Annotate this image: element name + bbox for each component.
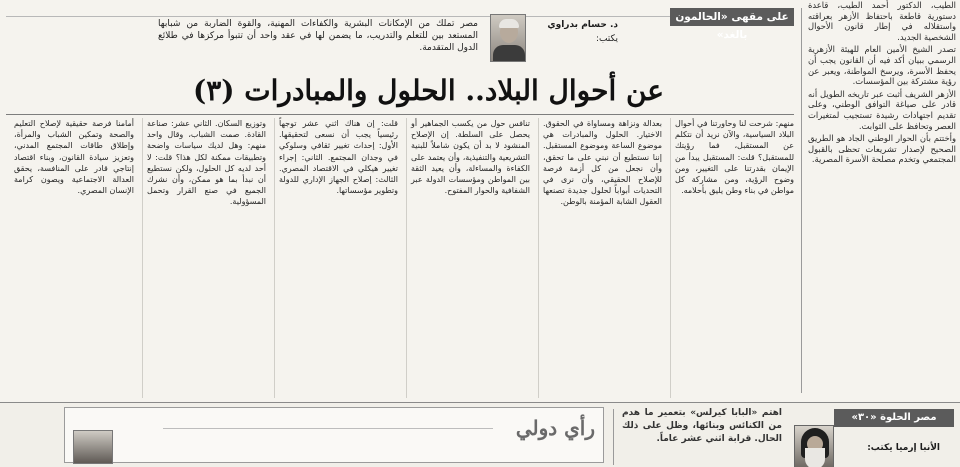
sidebar-column bbox=[808, 0, 956, 400]
article-body bbox=[6, 118, 794, 398]
article-lead: مصر تملك من الإمكانات البشرية والكفاءات المهنية، والقوة الضاربة من شبابها المستعد بين للتعلم والتدريب، ما يضمن لها في عقد واحد أن تتبوأ مركزها في طلائع الدول المتقدمة. bbox=[158, 19, 478, 53]
body-column bbox=[538, 118, 662, 398]
bottom-lead: اهتم «البابا كيرلس» بتعمير ما هدم من الكنائس وبنائها، وظل على ذلك الحال. قرابة اثني عشر عاماً. bbox=[622, 408, 782, 444]
header-rule bbox=[6, 16, 670, 17]
bottom-author: الأنبا إرميا يكتب: bbox=[867, 443, 940, 453]
headline-rule bbox=[6, 114, 794, 115]
body-text: أمامنا فرصة حقيقية لإصلاح التعليم والصحة وتمكين الشباب والمرأة، وإطلاق طاقات المجتمع المدني، وتعزيز سيادة القانون، وبناء اقتصاد إنتاجي قادر على المنافسة، يحقق العدالة الاجتماعية ويصون كرامة الإنسان المصري. bbox=[14, 119, 134, 196]
body-text: تنافس حول من يكسب الجماهير أو يحصل على السلطة. إن الإصلاح المنشود لا بد أن يكون شاملاً للبنية التشريعية والتنفيذية، وأن يعتمد على الكفاءة والمساءلة، وأن يعيد الثقة بين المواطن ومؤسسات الدولة عبر الشفافية والحوار المفتوح. bbox=[411, 119, 530, 196]
opinion-photo bbox=[73, 430, 113, 464]
headline: عن أحوال البلاد.. الحلول والمبادرات (٣) bbox=[192, 74, 664, 107]
sidebar-paragraph: الطيب، الدكتور أحمد الطيب، قاعدة دستورية قاطعة باحتفاظ الأزهر بعراقته واستقلاله في إطار قانون الأحوال الشخصية الجديد. bbox=[808, 0, 956, 42]
body-column bbox=[142, 118, 266, 398]
body-text: بعدالة ونزاهة ومساواة في الحقوق. الاختيار. الحلول والمبادرات هي موضوع الساعة وموضوع المستقبل. إننا نستطيع أن نبني على ما تحقق، وأن نجعل من كل أزمة فرصة للإصلاح الحقيقي، وأن نرى في التحديات أبواباً لحلول جديدة تصنعها العقول الشابة المؤمنة بالوطن. bbox=[543, 119, 662, 207]
portrait-hair-shape bbox=[499, 19, 519, 28]
opinion-rule bbox=[163, 428, 493, 429]
headline-block bbox=[6, 74, 794, 114]
sidebar-paragraph: وأختتم بأن الحوار الوطني الجاد هو الطريق الصحيح لإصدار تشريعات تحظى بالقبول المجتمعي وتخدم مصلحة الأسرة المصرية. bbox=[808, 133, 956, 165]
article-header bbox=[6, 6, 794, 66]
author-role: يكتب: bbox=[595, 34, 618, 44]
opinion-box bbox=[64, 407, 604, 463]
main-article bbox=[6, 0, 794, 400]
body-text: منهم: شرحت لنا وحاورتنا في أحوال البلاد السياسية، والآن نريد أن نتكلم عن المستقبل، فما رؤيتك للمستقبل؟ قلت: المستقبل يبدأ من الإيمان بقدرتنا على التغيير، ومن وضوح الرؤية، ومن مشاركة كل مواطن في بناء وطن يليق بأحلامه. bbox=[675, 119, 794, 196]
bottom-divider bbox=[613, 409, 614, 465]
sidebar-paragraph: تصدر الشيخ الأمين العام للهيئة الأزهرية الرسمي ببيان أكد فيه أن القانون يجب أن يحفظ الأسرة، ويرسخ المواطنة، ويعبر عن رؤية مشتركة بين المؤسسات. bbox=[808, 44, 956, 87]
portrait-beard-shape bbox=[805, 448, 825, 467]
author-block bbox=[530, 20, 618, 44]
author-name: د. حسام بدراوي bbox=[547, 20, 618, 30]
body-column bbox=[406, 118, 530, 398]
portrait-suit-shape bbox=[493, 45, 525, 62]
body-column bbox=[10, 118, 134, 398]
author-photo bbox=[490, 14, 526, 62]
body-text: وتوزيع السكان. الثاني عشر: صناعة القادة. صمت الشباب، وقال واحد منهم: وهل لديك سياسات واضحة وتطبيقات ممكنة لكل هذا؟ قلت: لا أحد لديه كل الحلول، ولكن نستطيع أن نبدأ بما هو ممكن، وأن نشرك الجميع في صنع القرار وتحمل المسؤولية. bbox=[147, 119, 266, 207]
body-column bbox=[274, 118, 398, 398]
bottom-column-tag: مصر الحلوة «٣٠» bbox=[834, 409, 954, 427]
body-column bbox=[670, 118, 794, 398]
body-text: قلت: إن هناك اثني عشر توجهاً رئيسياً يجب أن نسعى لتحقيقها. الأول: إحداث تغيير ثقافي وسلوكي في وجدان المجتمع. الثاني: إجراء تغيير هيكلي في الاقتصاد المصري. الثالث: إصلاح الجهاز الإداري للدولة وتطوير مؤسساتها. bbox=[279, 119, 398, 196]
bottom-author-photo bbox=[794, 425, 834, 467]
column-tag: على مقهى «الحالمون بالغد» bbox=[670, 8, 794, 26]
bottom-strip bbox=[0, 402, 960, 467]
opinion-title: رأي دولي bbox=[515, 416, 595, 440]
column-divider bbox=[801, 8, 802, 393]
sidebar-paragraph: الأزهر الشريف أثبت عبر تاريخه الطويل أنه قادر على صياغة التوافق الوطني، وعلى تقديم اجتهادات رشيدة تستجيب لمتغيرات العصر وتحافظ على الثوابت. bbox=[808, 88, 956, 131]
